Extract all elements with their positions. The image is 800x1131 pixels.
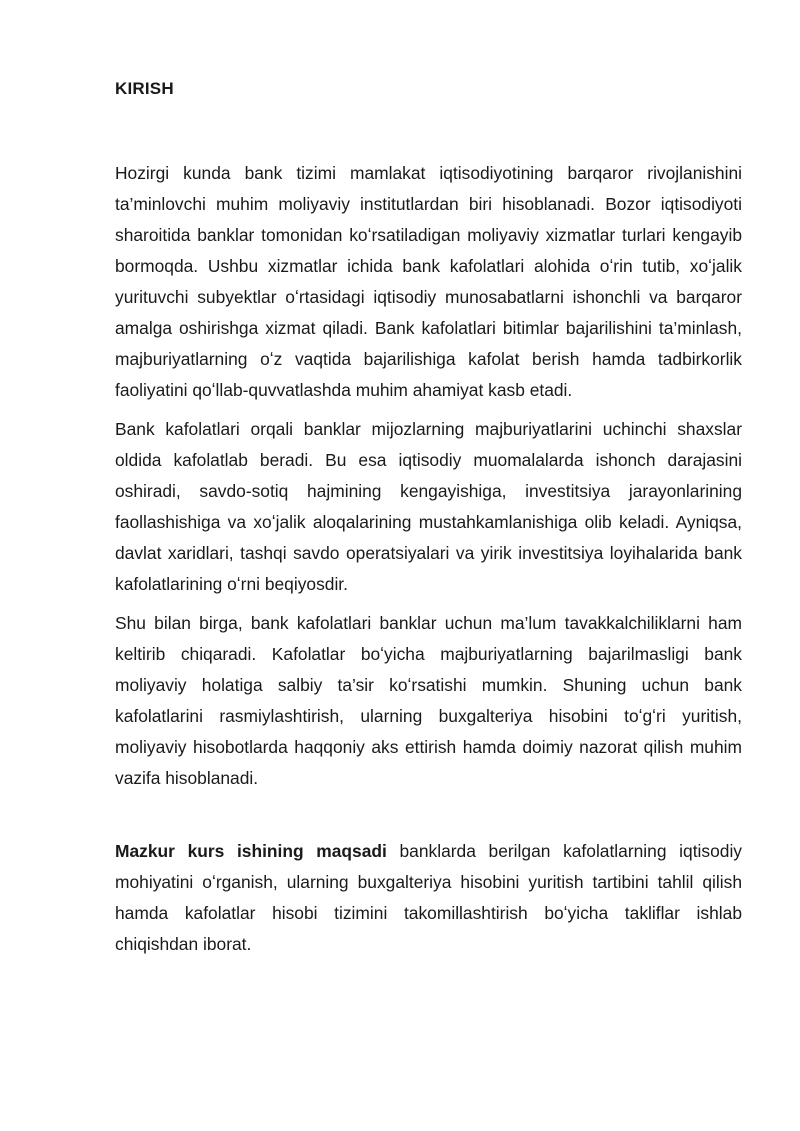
goal-paragraph: [115, 836, 742, 960]
section-heading: KIRISH: [115, 79, 174, 98]
paragraph-2: Bank kafolatlari orqali banklar mijozlarning majburiyatlarini uchinchi shaxslar oldida kafolatlab beradi. Bu esa iqtisodiy muomalalarda ishonch darajasini oshiradi, savdo-sotiq hajmining kengayishiga, investitsiya jarayonlarining faollashishiga va xoʻjalik aloqalarining mustahkamlanishiga olib keladi. Ayniqsa, davlat xaridlari, tashqi savdo operatsiyalari va yirik investitsiya loyihalarida bank kafolatlarining oʻrni beqiyosdir.: [115, 419, 742, 594]
goal-lead: Mazkur kurs ishining maqsadi: [115, 841, 387, 861]
goal-text: banklarda berilgan kafolatlarning iqtisodiy mohiyatini oʻrganish, ularning buxgalteriya hisobini yuritish tartibini tahlil qilish hamda kafolatlar hisobi tizimini takomillashtirish boʻyicha takliflar ishlab chiqishdan iborat.: [115, 841, 742, 954]
paragraph-1: Hozirgi kunda bank tizimi mamlakat iqtisodiyotining barqaror rivojlanishini ta’minlovchi muhim moliyaviy institutlardan biri hisoblanadi. Bozor iqtisodiyoti sharoitida banklar tomonidan koʻrsatiladigan moliyaviy xizmatlar turlari kengayib bormoqda. Ushbu xizmatlar ichida bank kafolatlari alohida oʻrin tutib, xoʻjalik yurituvchi subyektlar oʻrtasidagi iqtisodiy munosabatlarni ishonchli va barqaror amalga oshirishga xizmat qiladi. Bank kafolatlari bitimlar bajarilishini ta’minlash, majburiyatlarning oʻz vaqtida bajarilishiga kafolat berish hamda tadbirkorlik faoliyatini qoʻllab-quvvatlashda muhim ahamiyat kasb etadi.: [115, 163, 742, 400]
paragraph-3: Shu bilan birga, bank kafolatlari banklar uchun ma’lum tavakkalchiliklarni ham keltirib chiqaradi. Kafolatlar boʻyicha majburiyatlarning bajarilmasligi bank moliyaviy holatiga salbiy ta’sir koʻrsatishi mumkin. Shuning uchun bank kafolatlarini rasmiylashtirish, ularning buxgalteriya hisobini toʻgʻri yuritish, moliyaviy hisobotlarda haqqoniy aks ettirish hamda doimiy nazorat qilish muhim vazifa hisoblanadi.: [115, 613, 742, 788]
